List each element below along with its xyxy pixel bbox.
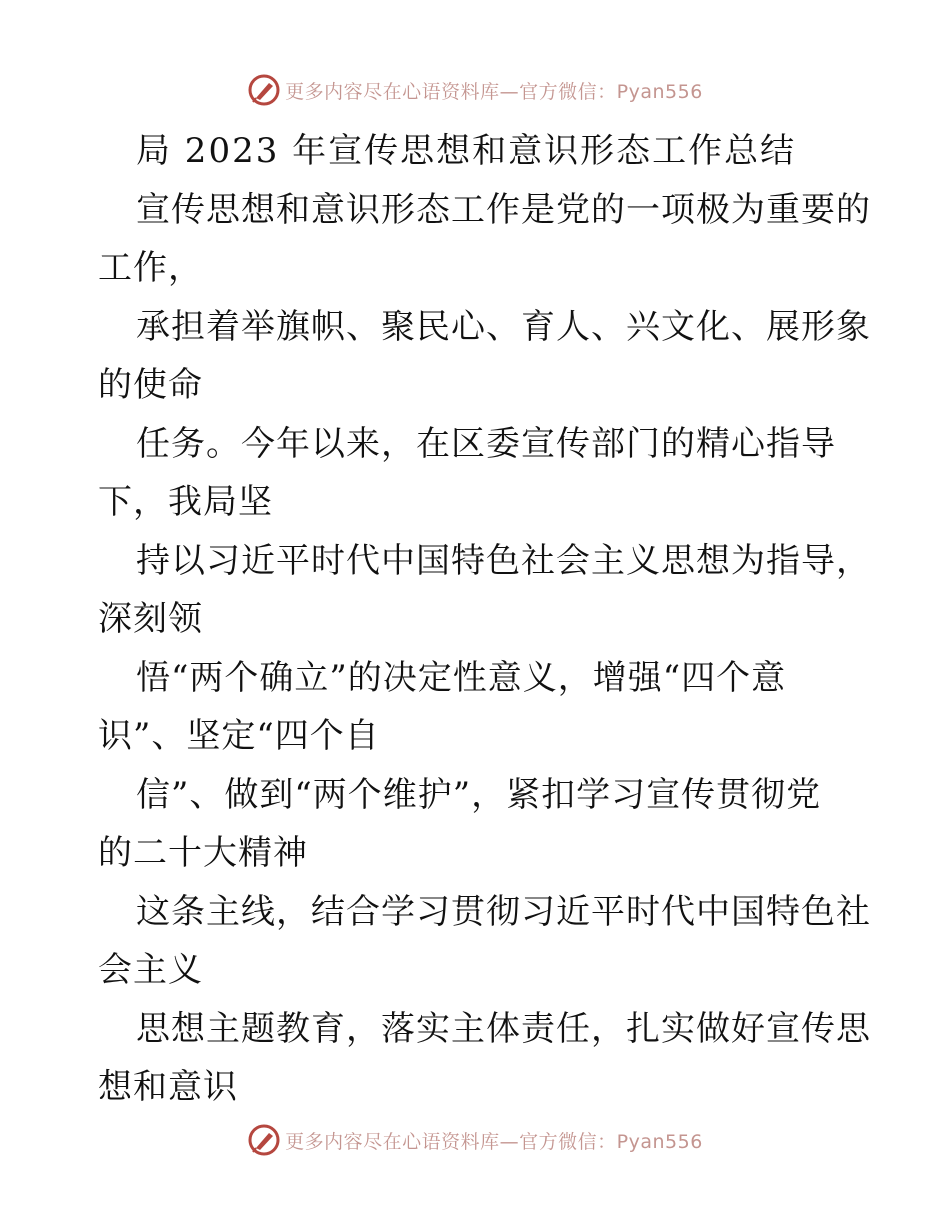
paragraph-line: 下，我局坚 bbox=[98, 482, 273, 522]
paragraph-line: 会主义 bbox=[98, 950, 203, 990]
paragraph-line: 任务。今年以来，在区委宣传部门的精心指导 bbox=[136, 423, 836, 464]
quill-pen-seal-icon bbox=[247, 1123, 281, 1157]
footer-watermark-text: 更多内容尽在心语资料库—官方微信：Pyan556 bbox=[285, 1130, 703, 1153]
footer-watermark-banner bbox=[0, 1120, 950, 1160]
paragraph-line: 的使命 bbox=[98, 365, 203, 405]
paragraph-line: 想和意识 bbox=[98, 1067, 238, 1107]
paragraph-line: 工作， bbox=[98, 248, 203, 288]
paragraph-line: 悟“两个确立”的决定性意义，增强“四个意 bbox=[136, 657, 787, 698]
header-watermark-banner bbox=[0, 70, 950, 110]
header-watermark-text: 更多内容尽在心语资料库—官方微信：Pyan556 bbox=[285, 80, 703, 103]
document-title: 局 2023 年宣传思想和意识形态工作总结 bbox=[136, 131, 797, 171]
paragraph-line: 识”、坚定“四个自 bbox=[98, 716, 380, 756]
document-body bbox=[98, 122, 871, 1117]
quill-pen-seal-icon bbox=[247, 73, 281, 107]
paragraph-line: 信”、做到“两个维护”，紧扣学习宣传贯彻党 bbox=[136, 774, 822, 815]
paragraph-line: 这条主线，结合学习贯彻习近平时代中国特色社 bbox=[136, 891, 871, 932]
paragraph-line: 深刻领 bbox=[98, 599, 203, 639]
paragraph-line: 宣传思想和意识形态工作是党的一项极为重要的 bbox=[136, 189, 871, 230]
paragraph-line: 承担着举旗帜、聚民心、育人、兴文化、展形象 bbox=[136, 306, 871, 347]
paragraph-line: 思想主题教育，落实主体责任，扎实做好宣传思 bbox=[136, 1008, 871, 1049]
paragraph-line: 持以习近平时代中国特色社会主义思想为指导， bbox=[136, 540, 871, 581]
paragraph-line: 的二十大精神 bbox=[98, 833, 308, 873]
